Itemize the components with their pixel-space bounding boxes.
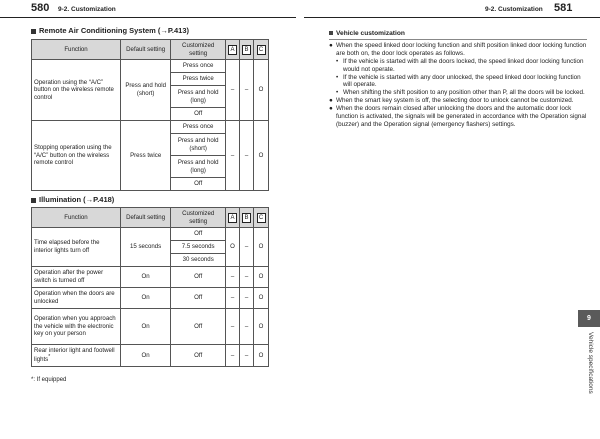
note-paragraph: ● When the smart key system is off, the selecting door to unlock cannot be customized. (329, 96, 574, 104)
option-cell: Press twice (171, 73, 226, 86)
bullet-dot-icon: • (336, 73, 339, 81)
function-cell: Operation when you approach the vehicle with the electronic key on your person (32, 309, 121, 345)
circle-bullet-icon: ● (329, 42, 333, 50)
illumination-title-text: Illumination (→P.418) (39, 195, 115, 204)
b-cell: – (240, 288, 254, 309)
default-cell: 15 seconds (120, 228, 170, 267)
illumination-table (31, 207, 269, 367)
left-header-rule (0, 17, 296, 18)
table-header-row (32, 40, 269, 60)
col-c: C (254, 40, 269, 60)
option-cell: Press once (171, 60, 226, 73)
left-page-number: 580 (31, 2, 50, 14)
c-cell: O (254, 60, 269, 121)
table-row (32, 60, 269, 73)
col-default: Default setting (120, 208, 170, 228)
remote-ac-title-text: Remote Air Conditioning System (→P.413) (39, 26, 190, 35)
note-paragraph: ● When the speed linked door locking function and shift position linked door locking function are both on, the door lock operates as follows. (329, 42, 587, 57)
right-page-header (304, 0, 600, 17)
option-cell: 30 seconds (171, 254, 226, 267)
a-cell: O (226, 228, 240, 267)
b-cell: – (240, 60, 254, 121)
default-cell: On (120, 345, 170, 367)
left-section-title: 9-2. Customization (58, 6, 116, 13)
right-page-number: 581 (554, 2, 573, 14)
col-customized: Customized setting (171, 40, 226, 60)
table-row (32, 309, 269, 345)
col-default: Default setting (121, 40, 171, 60)
note-paragraph: ● When the doors remain closed after unlocking the doors and the automatic door lock function is activated, the signals will be generated in accordance with the Operation signal (buzzer) and the Operation signal (emergency flashers) settings. (329, 105, 587, 128)
col-a: A (226, 40, 240, 60)
option-cell: Off (171, 228, 226, 241)
function-cell: Time elapsed before the interior lights turn off (32, 228, 121, 267)
default-cell: Press twice (121, 121, 171, 191)
bullet-dot-icon: • (336, 58, 339, 66)
default-cell: On (120, 267, 170, 288)
option-cell: Off (171, 267, 226, 288)
col-customized: Customized setting (171, 208, 226, 228)
table-row (32, 121, 269, 134)
c-cell: O (254, 267, 269, 288)
function-cell: Operation when the doors are unlocked (32, 288, 121, 309)
vehicle-customization-notes (329, 30, 587, 129)
function-cell: Rear interior light and footwell lights* (32, 345, 121, 367)
b-cell: – (240, 228, 254, 267)
c-cell: O (254, 228, 269, 267)
circle-bullet-icon: ● (329, 105, 333, 113)
option-cell: Press and hold (short) (171, 134, 226, 156)
note-bullet: • When shifting the shift position to any position other than P, all the doors will be locked. (336, 89, 585, 97)
table-row (32, 288, 269, 309)
b-cell: – (240, 345, 254, 367)
col-a: A (226, 208, 240, 228)
illumination-section-title (31, 195, 114, 204)
function-cell: Stopping operation using the “A/C” button on the wireless remote control (32, 121, 121, 191)
option-cell: Press once (171, 121, 226, 134)
remote-ac-table (31, 39, 269, 191)
a-cell: – (226, 309, 240, 345)
a-cell: – (226, 267, 240, 288)
c-cell: O (254, 288, 269, 309)
vehicle-customization-heading: Vehicle customization (329, 30, 587, 40)
default-cell: On (120, 309, 170, 345)
c-cell: O (254, 345, 269, 367)
col-b: B (240, 40, 254, 60)
a-cell: – (226, 345, 240, 367)
option-cell: Off (171, 345, 226, 367)
option-cell: Off (171, 108, 226, 121)
footnote-mark: * (48, 354, 51, 361)
option-cell: Off (171, 288, 226, 309)
note-bullet: • If the vehicle is started with any door unlocked, the speed linked door locking function will operate. (336, 73, 581, 89)
square-bullet-icon (31, 198, 36, 203)
square-bullet-icon (329, 31, 333, 35)
col-b: B (240, 208, 254, 228)
note-bullet: • If the vehicle is started with all the doors locked, the speed linked door locking function would not operate. (336, 58, 584, 74)
right-header-rule (304, 17, 600, 18)
table-row (32, 228, 269, 241)
col-c: C (254, 208, 269, 228)
option-cell: Off (171, 178, 226, 191)
footnote: *: If equipped (31, 377, 67, 383)
c-cell: O (254, 121, 269, 191)
b-cell: – (240, 121, 254, 191)
option-cell: 7.5 seconds (171, 241, 226, 254)
option-cell: Off (171, 309, 226, 345)
option-cell: Press and hold (long) (171, 156, 226, 178)
bullet-dot-icon: • (336, 89, 339, 97)
table-header-row (32, 208, 269, 228)
right-section-title: 9-2. Customization (485, 6, 543, 13)
remote-ac-section-title (31, 26, 189, 35)
b-cell: – (240, 267, 254, 288)
a-cell: – (226, 60, 240, 121)
c-cell: O (254, 309, 269, 345)
default-cell: Press and hold (short) (121, 60, 171, 121)
chapter-tab[interactable]: 9 (578, 310, 600, 327)
square-bullet-icon (31, 29, 36, 34)
function-cell: Operation using the “A/C” button on the wireless remote control (32, 60, 121, 121)
table-row (32, 345, 269, 367)
a-cell: – (226, 121, 240, 191)
default-cell: On (120, 288, 170, 309)
col-function: Function (32, 208, 121, 228)
circle-bullet-icon: ● (329, 96, 333, 104)
function-cell: Operation after the power switch is turned off (32, 267, 121, 288)
option-cell: Press and hold (long) (171, 86, 226, 108)
col-function: Function (32, 40, 121, 60)
table-row (32, 267, 269, 288)
chapter-tab-label: Vehicle specifications (587, 332, 594, 394)
left-page-header (0, 0, 296, 17)
b-cell: – (240, 309, 254, 345)
a-cell: – (226, 288, 240, 309)
